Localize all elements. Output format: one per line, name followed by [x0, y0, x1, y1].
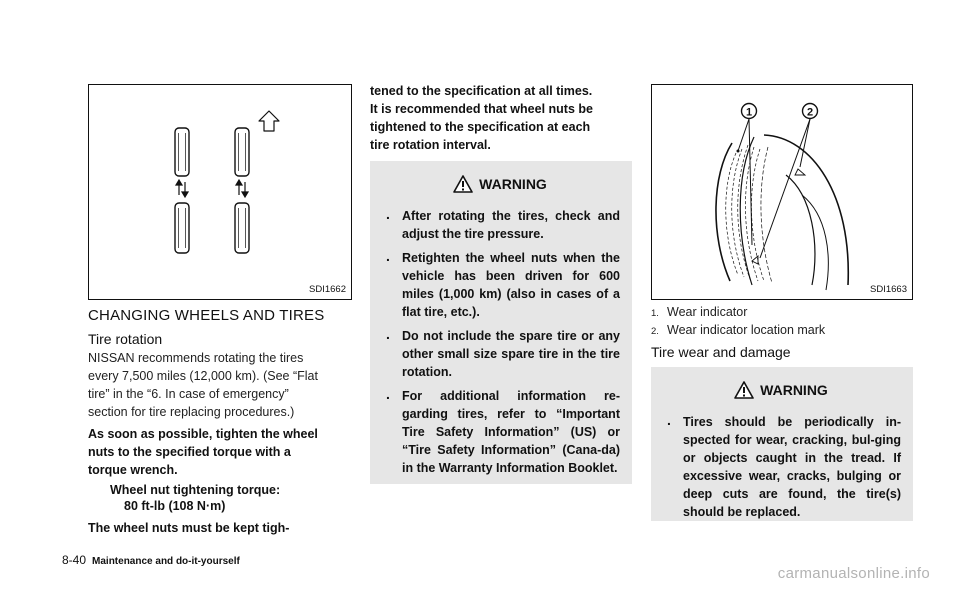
- paragraph-line: tire” in the “6. In case of emergency”: [88, 387, 289, 401]
- paragraph-line: tightened to the specification at each: [370, 120, 591, 134]
- warning-triangle-icon: [734, 381, 754, 399]
- rotation-paragraph: [88, 349, 356, 421]
- paragraph-line: As soon as possible, tighten the wheel: [88, 427, 318, 441]
- wear-indicator-diagram: [652, 85, 912, 299]
- tighten-notice: [88, 425, 356, 479]
- wear-indicator-figure: [651, 84, 913, 300]
- page-footer: [62, 553, 240, 567]
- swap-arrows-right-icon: [236, 180, 248, 197]
- wheel-nuts-line: The wheel nuts must be kept tigh-: [88, 521, 290, 535]
- caption-text: Wear indicator location mark: [667, 323, 826, 337]
- caption-item: [651, 304, 913, 322]
- chapter-title: Maintenance and do-it-yourself: [92, 556, 240, 567]
- paragraph-line: tened to the specification at all times.: [370, 84, 593, 98]
- callout-1-label: 1: [745, 106, 753, 119]
- warning-title: WARNING: [760, 382, 828, 398]
- section-subtitle: Tire rotation: [88, 331, 163, 347]
- page-number: 8-40: [62, 553, 87, 567]
- paragraph-line: NISSAN recommends rotating the tires: [88, 351, 304, 365]
- tire-illustration: [716, 135, 848, 290]
- paragraph-line: section for tire replacing procedures.): [88, 405, 295, 419]
- caption-text: Wear indicator: [667, 305, 748, 319]
- continued-paragraph: [370, 82, 632, 154]
- warning-title: WARNING: [479, 176, 547, 192]
- warning-box: [370, 161, 632, 484]
- tire-front-right: [235, 128, 249, 176]
- figure-code: SDI1663: [870, 284, 907, 295]
- caption-item: [651, 322, 913, 340]
- section-title: CHANGING WHEELS AND TIRES: [88, 307, 325, 324]
- figure-caption: [651, 304, 913, 340]
- warning-heading: [380, 175, 620, 193]
- tire-rotation-diagram: [89, 85, 351, 285]
- swap-arrows-left-icon: [176, 180, 188, 197]
- watermark: carmanualsonline.info: [777, 565, 930, 582]
- warning-item: . For additional information re-garding tires, refer to “Important Tire Safety Information” (US) or “Tire Safety Information” (Cana-da) in the Warranty Information Booklet.: [380, 387, 620, 477]
- paragraph-line: every 7,500 miles (12,000 km). (See “Flat: [88, 369, 318, 383]
- tire-wear-subtitle: Tire wear and damage: [651, 344, 791, 360]
- warning-box: [651, 367, 913, 521]
- warning-item: . Retighten the wheel nuts when the vehicle has been driven for 600 miles (1,000 km) (also in cases of a flat tire, etc.).: [380, 249, 620, 321]
- tire-rotation-figure: [88, 84, 352, 300]
- caption-number: 1.: [651, 308, 659, 319]
- tire-front-left: [175, 128, 189, 176]
- warning-list: [661, 413, 901, 521]
- torque-value: 80 ft-lb (108 N·m): [124, 499, 226, 513]
- paragraph-line: torque wrench.: [88, 463, 178, 477]
- front-arrow-icon: [259, 111, 279, 131]
- warning-list: [380, 207, 620, 477]
- torque-label: Wheel nut tightening torque:: [110, 483, 281, 497]
- tire-rear-left: [175, 203, 189, 253]
- warning-item: . Do not include the spare tire or any other small size spare tire in the tire rotation.: [380, 327, 620, 381]
- warning-heading: [661, 381, 901, 399]
- warning-triangle-icon: [453, 175, 473, 193]
- paragraph-line: It is recommended that wheel nuts be: [370, 102, 593, 116]
- tire-rear-right: [235, 203, 249, 253]
- paragraph-line: nuts to the specified torque with a: [88, 445, 291, 459]
- callout-2-label: 2: [806, 106, 814, 119]
- figure-code: SDI1662: [309, 284, 346, 295]
- callout-1-marker: [737, 104, 757, 246]
- warning-item: . After rotating the tires, check and adjust the tire pressure.: [380, 207, 620, 243]
- caption-number: 2.: [651, 326, 659, 337]
- warning-item: . Tires should be periodically in-spected for wear, cracking, bul-ging or objects caught in the tread. If excessive wear, cracks, bulging or deep cuts are found, the tire(s) should be replaced.: [661, 413, 901, 521]
- paragraph-line: tire rotation interval.: [370, 138, 491, 152]
